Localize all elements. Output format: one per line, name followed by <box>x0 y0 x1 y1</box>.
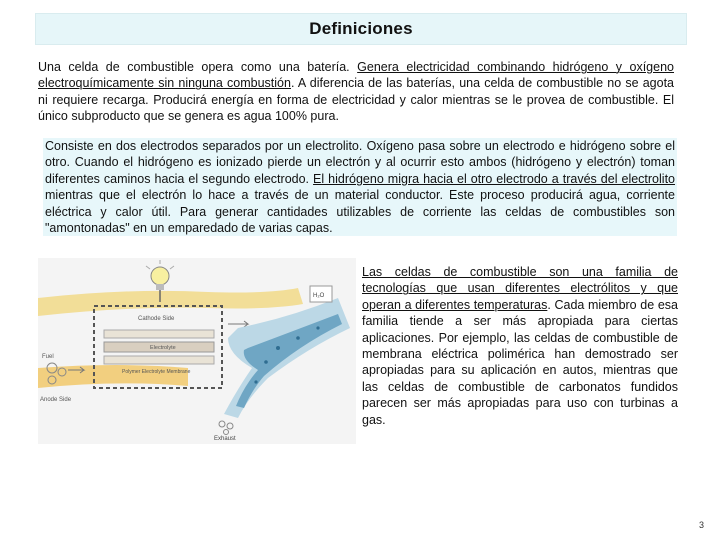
fuel-label: Fuel <box>42 354 54 360</box>
droplet-icon <box>264 360 268 364</box>
family-underlined-text: Las celdas de combustible son una familia de tecnologías que usan diferentes electrólitos y que operan a diferentes temperaturas <box>362 265 678 312</box>
intro-text-1: Una celda de combustible opera como una batería. <box>38 60 358 74</box>
family-text: . Cada miembro de esa familia tiende a ser más apropiada para ciertas aplicaciones. Por ejemplo, las celdas de combustible de membrana eléctrica polimérica han demostrado ser apropiadas para su aplicación en autos, mientras que las celdas de combustible de carbonatos fundidos parecen ser más apropiadas para uso con turbinas a gas. <box>362 297 678 427</box>
exhaust-label: Exhaust <box>214 436 236 442</box>
fuel-cell-diagram <box>38 258 356 444</box>
droplet-icon <box>254 380 257 383</box>
flow-arrow-icon <box>228 321 248 327</box>
formula-label: H₂O <box>313 293 325 299</box>
mechanism-underlined-text: El hidrógeno migra hacia el otro electrodo a través del electrolito <box>313 171 675 186</box>
light-bulb-icon <box>146 260 174 290</box>
droplet-icon <box>296 336 300 340</box>
page-number: 3 <box>699 520 705 530</box>
paragraph-mechanism <box>43 138 677 236</box>
cathode-label: Cathode Side <box>138 316 175 322</box>
paragraph-family <box>362 264 678 428</box>
page-title: Definiciones <box>309 19 413 38</box>
intro-underlined-text: Genera electricidad combinando hidrógeno y oxígeno electroquímicamente sin ninguna combustión <box>38 60 674 91</box>
droplet-icon <box>316 326 319 329</box>
mechanism-text-1: Consiste en dos electrodos separados por un electrolito. Oxígeno pasa sobre un electrodo e hidrógeno sobre el otro. Cuando el hidrógeno es ionizado pierde un electrón y al ocurrir esto ambos (hidrógeno y electrón) toman diferentes caminos hacia el segundo electrodo. <box>45 139 675 186</box>
droplet-icon <box>276 346 280 350</box>
anode-label: Anode Side <box>40 397 72 403</box>
intro-text-2: . A diferencia de las baterías, una celda de combustible no se agota ni requiere recarga. Producirá energía en forma de electricidad y calor mientras se le provea de combustible. El único subproducto que se genera es agua 100% pura. <box>38 76 674 124</box>
mechanism-text-2: mientras que el electrón lo hace a través de un material conductor. Este proceso producirá agua, corriente eléctrica y calor útil. Para generar cantidades utilizables de corriente las celdas de combustibles son "amontonadas" en un emparedado de varias capas. <box>45 188 675 236</box>
exhaust-icon <box>219 421 233 435</box>
polymer-label: Polymer Electrolyte Membrane <box>122 369 191 375</box>
paragraph-intro <box>38 59 674 125</box>
electrode-layer <box>104 330 214 338</box>
electrode-layer <box>104 356 214 364</box>
fuel-cell-diagram-svg <box>38 258 356 444</box>
title-bar <box>35 13 687 45</box>
cathode-band <box>38 288 303 316</box>
electrolyte-label: Electrolyte <box>150 345 176 351</box>
